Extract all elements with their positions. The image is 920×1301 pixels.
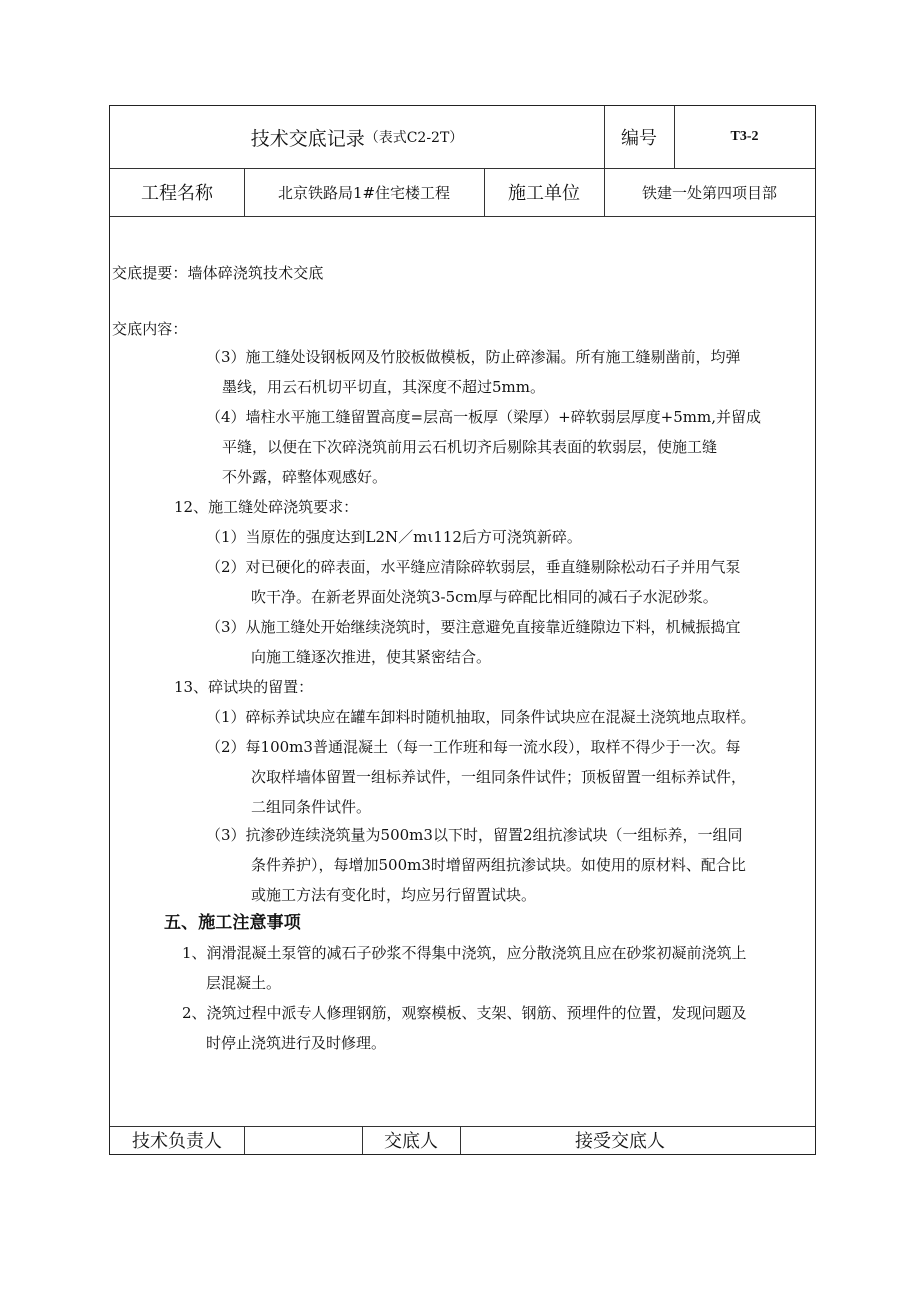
item-line: 条件养护），每增加500m3时增留两组抗渗试块。如使用的原材料、配合比 [251,856,746,874]
item-line: 向施工缝逐次推进，使其紧密结合。 [251,648,492,666]
summary [112,258,323,288]
receiver-label: 接受交底人 [575,1131,665,1152]
number-value: T3-2 [730,129,759,144]
item-line: （3）从施工缝处开始继续浇筑时，要注意避免直接靠近缝隙边下料，机械振捣宜 [206,618,741,636]
item-line: 层混凝土。 [206,974,282,992]
list-item [206,342,741,402]
form-code: （表式C2-2T） [364,130,464,146]
list-item [206,552,741,612]
item-line: （4）墙柱水平施工缝留置高度=层高一板厚（梁厚）+碎软弱层厚度+5mm,并留成 [206,408,762,426]
item-line: 二组同条件试件。 [251,798,372,816]
tech-lead-label: 技术负责人 [132,1131,222,1152]
item-line: 12、施工缝处碎浇筑要求： [174,498,359,516]
item-line: （2）每100m3普通混凝土（每一工作班和每一流水段），取样不得少于一次。每 [206,738,741,756]
item-line: 墨线，用云石机切平切直，其深度不超过5mm。 [222,378,545,396]
list-item [206,820,746,910]
number-label: 编号 [621,128,657,149]
disclosure-form [109,105,816,1155]
list-item [206,522,582,552]
item-line: 1、润滑混凝土泵管的减石子砂浆不得集中浇筑，应分散浇筑且应在砂浆初凝前浇筑上 [182,944,747,962]
item-line: （1）当原佐的强度达到L2N／mι112后方可浇筑新碎。 [206,528,582,546]
item-line: 13、碎试块的留置： [174,678,314,696]
discloser-label: 交底人 [384,1131,438,1152]
project-value: 北京铁路局1#住宅楼工程 [277,183,451,202]
list-item [206,732,746,822]
item-line: 时停止浇筑进行及时修理。 [206,1034,387,1052]
discloser-value[interactable] [780,1126,815,1154]
item-line: （3）抗渗砂连续浇筑量为500m3以下时，留置2组抗渗试块（一组标养，一组同 [206,826,743,844]
list-item [174,672,313,702]
list-item [206,612,741,672]
item-line: 2、浇筑过程中派专人修理钢筋，观察模板、支架、钢筋、预埋件的位置，发现问题及 [182,1004,747,1022]
list-item [206,702,756,732]
title-text: 技术交底记录 [250,127,365,150]
list-item [182,998,747,1058]
project-label: 工程名称 [141,183,213,204]
item-line: （3）施工缝处设钢板网及竹胶板做模板，防止碎渗漏。所有施工缝剔凿前，均弹 [206,348,741,366]
list-item [182,938,747,998]
item-line: 或施工方法有变化时，均应另行留置试块。 [251,886,537,904]
item-line: （2）对已硬化的碎表面，水平缝应清除碎软弱层，垂直缝剔除松动石子并用气泵 [206,558,741,576]
item-line: 次取样墙体留置一组标养试件，一组同条件试件；顶板留置一组标养试件， [251,768,747,786]
item-line: （1）碎标养试块应在罐车卸料时随机抽取，同条件试块应在混凝土浇筑地点取样。 [206,708,756,726]
unit-value: 铁建一处第四项目部 [641,183,777,202]
item-line: 平缝，以便在下次碎浇筑前用云石机切齐后剔除其表面的软弱层，使施工缝 [222,438,718,456]
content-label: 交底内容： [112,320,188,338]
list-item [206,402,761,492]
form-title [110,106,604,168]
item-line: 不外露，碎整体观感好。 [222,468,388,486]
section-title: 五、施工注意事项 [164,913,301,933]
item-line: 吹干净。在新老界面处浇筑3-5cm厚与碎配比相同的减石子水泥砂浆。 [251,588,718,606]
summary-value: 墙体碎浇筑技术交底 [187,264,324,282]
summary-label: 交底提要： [112,264,188,282]
tech-lead-value[interactable] [244,1126,362,1154]
list-item [174,492,358,522]
unit-label: 施工单位 [508,183,580,204]
